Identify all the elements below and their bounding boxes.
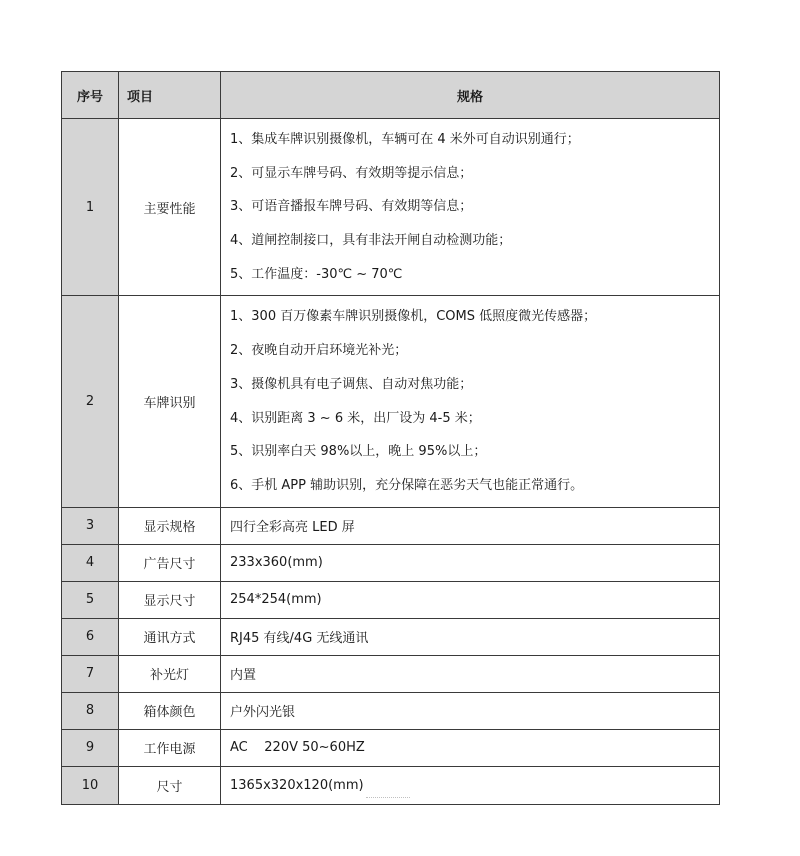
row-item: 主要性能 bbox=[119, 119, 221, 296]
table-row bbox=[62, 729, 720, 766]
row-item: 补光灯 bbox=[119, 655, 221, 692]
row-spec: 233x360(mm) bbox=[221, 544, 720, 581]
row-item: 工作电源 bbox=[119, 729, 221, 766]
row-num: 10 bbox=[62, 766, 119, 804]
spec-line: 4、识别距离 3 ~ 6 米，出厂设为 4-5 米； bbox=[230, 410, 481, 426]
spec-line: 2、夜晚自动开启环境光补光； bbox=[230, 343, 408, 359]
row-spec: 四行全彩高亮 LED 屏 bbox=[221, 507, 720, 544]
row-item: 通讯方式 bbox=[119, 618, 221, 655]
row-spec bbox=[221, 296, 720, 507]
row-spec bbox=[221, 119, 720, 296]
table-row bbox=[62, 507, 720, 544]
table-row bbox=[62, 618, 720, 655]
table-row bbox=[62, 581, 720, 618]
spec-line: 4、道闸控制接口，具有非法开闸自动检测功能； bbox=[230, 233, 512, 249]
spec-line: 1、集成车牌识别摄像机，车辆可在 4 米外可自动识别通行； bbox=[230, 132, 580, 147]
spec-line: 3、摄像机具有电子调焦、自动对焦功能； bbox=[230, 376, 473, 392]
header-spec: 规格 bbox=[221, 72, 720, 119]
row-num: 5 bbox=[62, 581, 119, 618]
row-num: 3 bbox=[62, 507, 119, 544]
row-item: 尺寸 bbox=[119, 766, 221, 804]
table-row bbox=[62, 544, 720, 581]
row-spec: 254*254(mm) bbox=[221, 581, 720, 618]
row-item: 广告尺寸 bbox=[119, 544, 221, 581]
table-row bbox=[62, 692, 720, 729]
table-row bbox=[62, 119, 720, 296]
row-item: 箱体颜色 bbox=[119, 692, 221, 729]
table-row bbox=[62, 655, 720, 692]
spec-line: 6、手机 APP 辅助识别，充分保障在恶劣天气也能正常通行。 bbox=[230, 477, 584, 493]
spec-line: 5、识别率白天 98%以上，晚上 95%以上； bbox=[230, 444, 487, 460]
row-item: 显示规格 bbox=[119, 507, 221, 544]
page-footer-divider bbox=[366, 797, 410, 800]
spec-line: 1、300 百万像素车牌识别摄像机，COMS 低照度微光传感器； bbox=[230, 309, 597, 325]
row-num: 4 bbox=[62, 544, 119, 581]
row-num: 7 bbox=[62, 655, 119, 692]
spec-line: 5、工作温度：-30℃ ~ 70℃ bbox=[230, 266, 403, 282]
row-spec: 户外闪光银 bbox=[221, 692, 720, 729]
row-num: 2 bbox=[62, 296, 119, 507]
header-row bbox=[62, 72, 720, 119]
row-num: 8 bbox=[62, 692, 119, 729]
header-num: 序号 bbox=[62, 72, 119, 119]
spec-table bbox=[61, 71, 720, 805]
spec-line: 2、可显示车牌号码、有效期等提示信息； bbox=[230, 165, 473, 181]
row-spec: AC 220V 50~60HZ bbox=[221, 729, 720, 766]
header-item: 项目 bbox=[119, 72, 221, 119]
row-item: 显示尺寸 bbox=[119, 581, 221, 618]
row-num: 1 bbox=[62, 119, 119, 296]
row-num: 9 bbox=[62, 729, 119, 766]
row-item: 车牌识别 bbox=[119, 296, 221, 507]
row-spec: RJ45 有线/4G 无线通讯 bbox=[221, 618, 720, 655]
row-spec: 内置 bbox=[221, 655, 720, 692]
row-num: 6 bbox=[62, 618, 119, 655]
table-row bbox=[62, 296, 720, 507]
spec-line: 3、可语音播报车牌号码、有效期等信息； bbox=[230, 199, 473, 215]
row-spec: 1365x320x120(mm) bbox=[221, 766, 720, 804]
